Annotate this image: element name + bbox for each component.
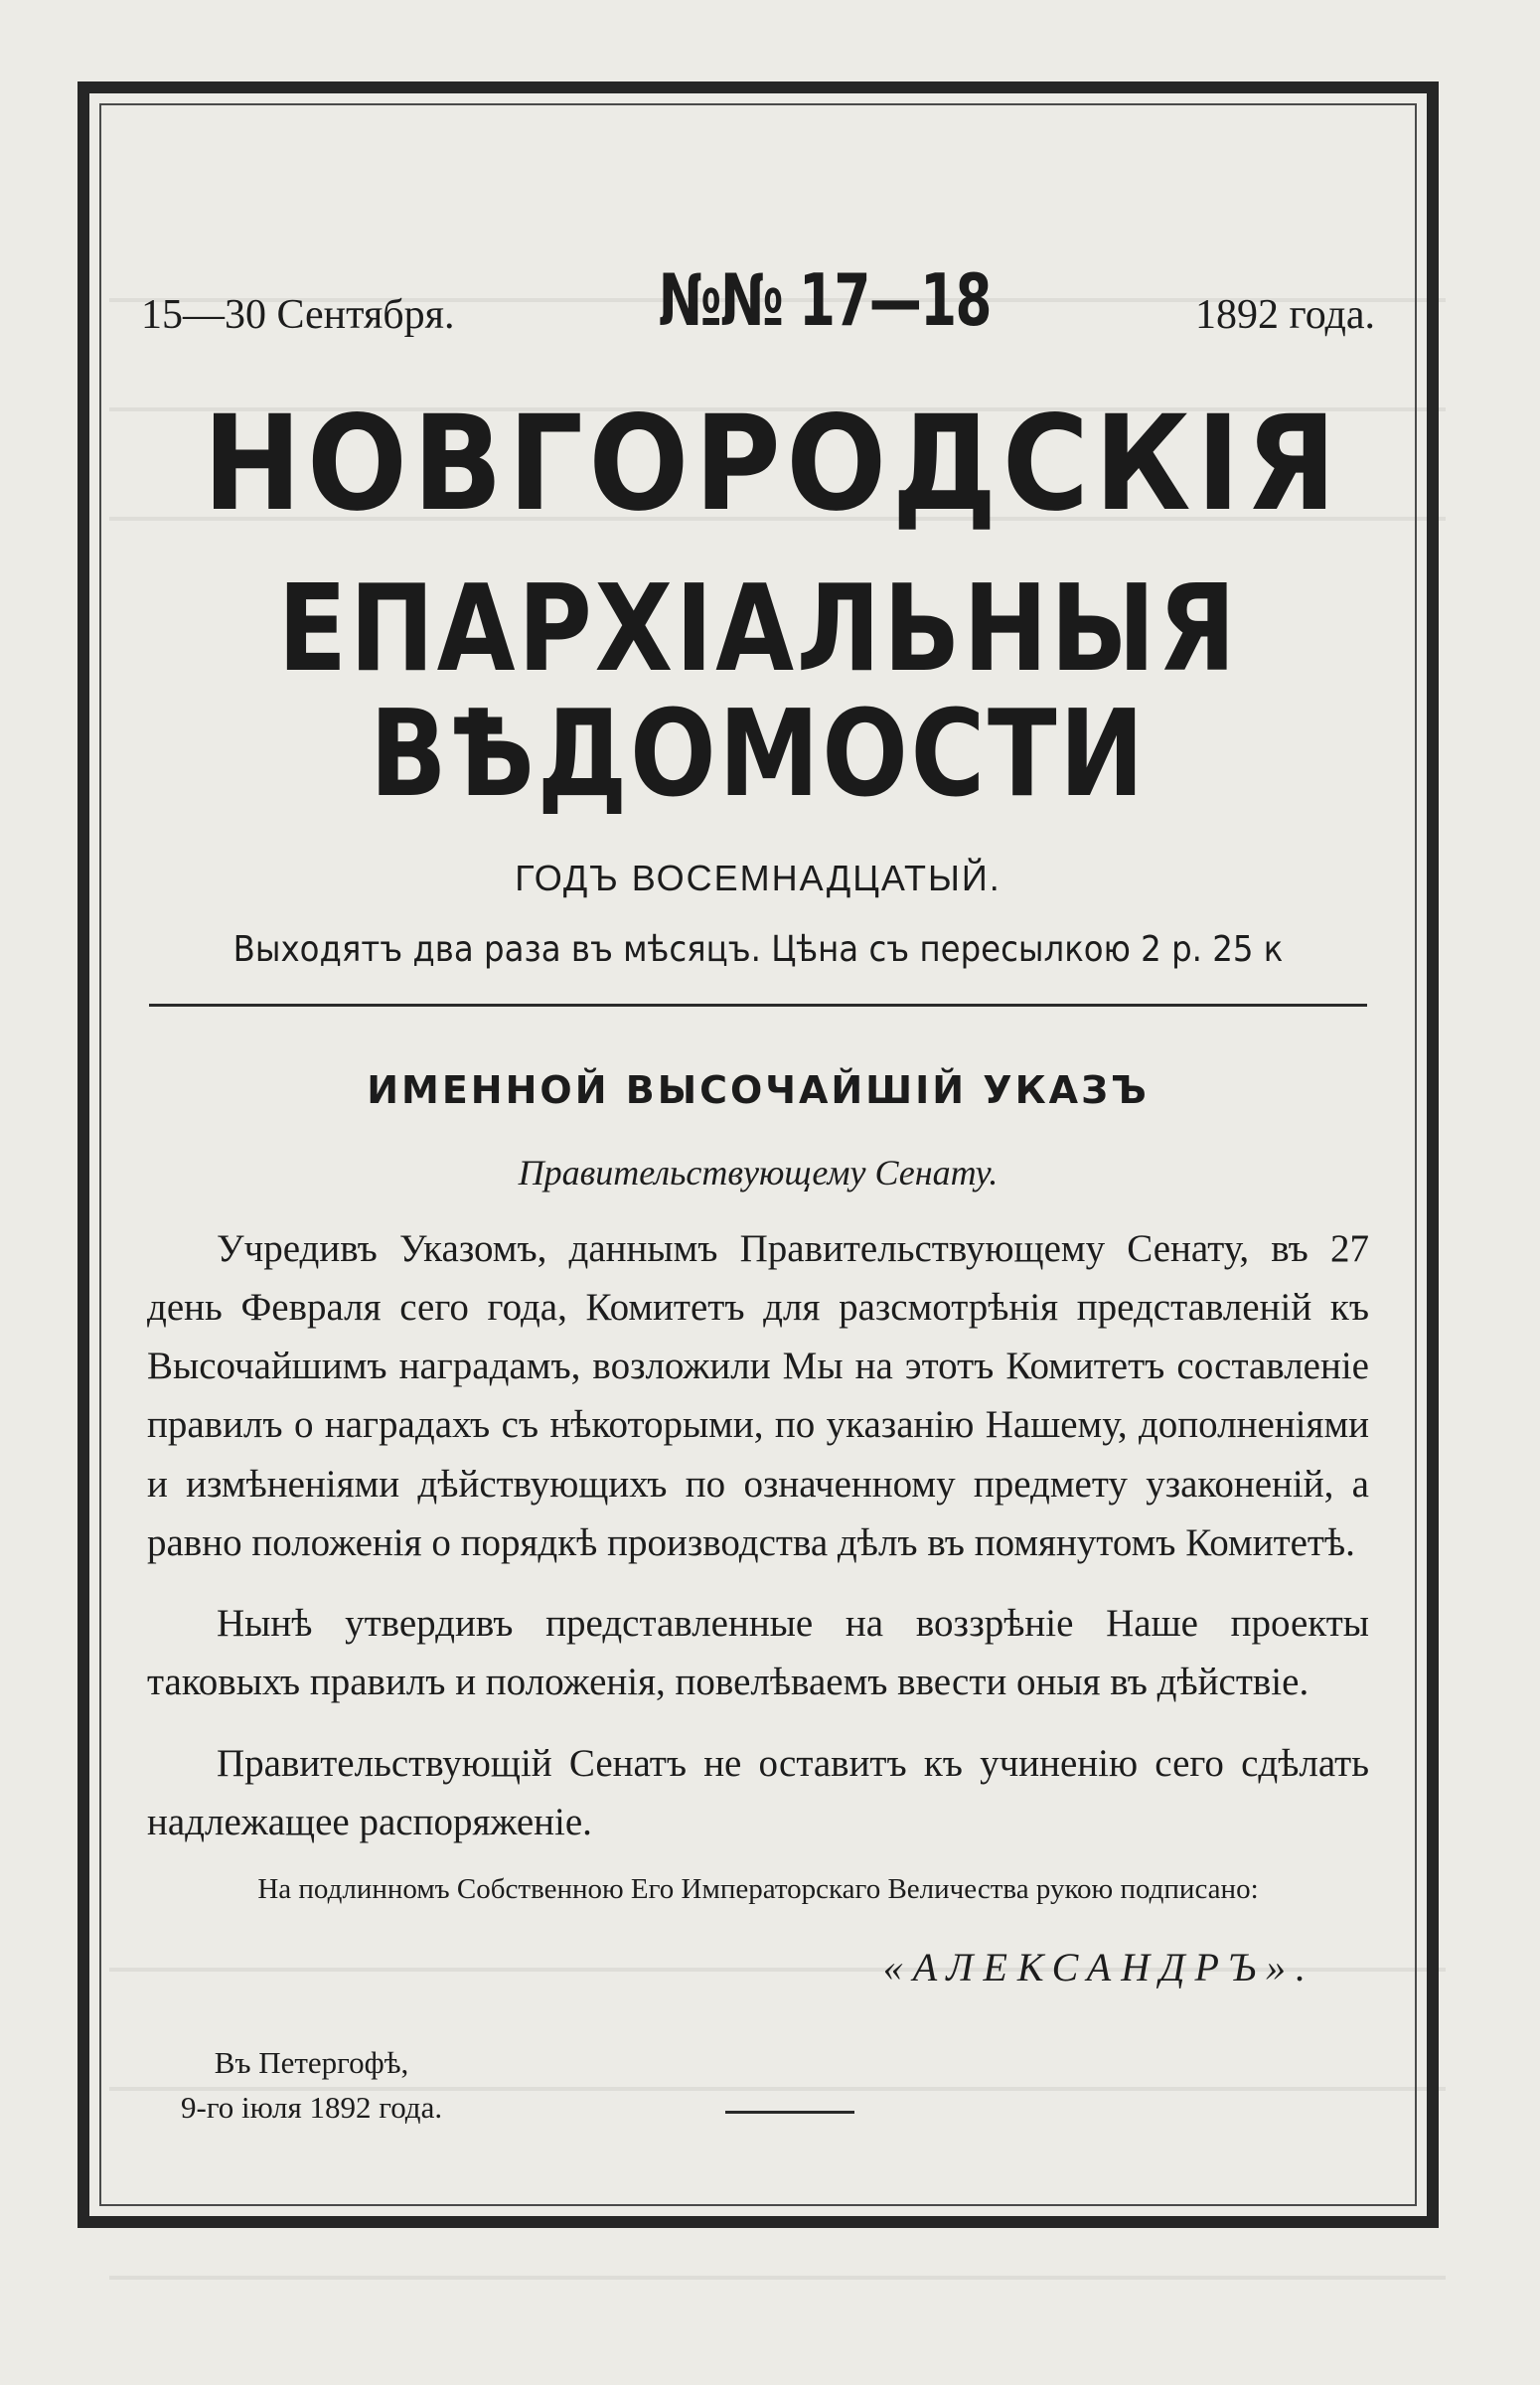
publication-year: ГОДЪ ВОСЕМНАДЦАТЫЙ. bbox=[515, 857, 1001, 898]
place-line: Въ Петергофѣ, bbox=[214, 2045, 409, 2080]
dateline bbox=[141, 258, 1375, 342]
decree-paragraph: Нынѣ утвердивъ представленные на воззрѣніе Наше проекты таковыхъ правилъ и положенія, повелѣваемъ ввести оныя въ дѣйствіе. bbox=[147, 1602, 1369, 1704]
decree-paragraph: Правительствующій Сенатъ не оставитъ къ учиненію сего сдѣлать надлежащее распоряженіе. bbox=[147, 1741, 1369, 1843]
decree-addressee: Правительствующему Сенату. bbox=[518, 1152, 999, 1192]
page-content bbox=[141, 173, 1375, 1990]
decree-paragraph: Учредивъ Указомъ, даннымъ Правительствующему Сенату, въ 27 день Февраля сего года, Комитетъ для разсмотрѣнія представленій къ Высочайшимъ наградамъ, возложили Мы на этотъ Комитетъ составленіе правилъ о наградахъ съ нѣкоторыми, по указанію Нашему, дополненіями и измѣненіями дѣйствующихъ по означенному предмету узаконеній, а равно положенія о порядкѣ производства дѣлъ въ помянутомъ Комитетѣ. bbox=[147, 1226, 1369, 1564]
masthead-title-line1: НОВГОРОДСКІЯ bbox=[203, 388, 1342, 541]
closing-rule bbox=[725, 2111, 854, 2114]
signed-note: На подлинномъ Собственною Его Императорскаго Величества рукою подписано: bbox=[257, 1873, 1259, 1906]
decree-body bbox=[141, 1219, 1375, 1852]
signature: «АЛЕКСАНДРЪ». bbox=[882, 1945, 1315, 1990]
decree-title: ИМЕННОЙ ВЫСОЧАЙШІЙ УКАЗЪ bbox=[367, 1067, 1150, 1112]
horizontal-rule bbox=[149, 1004, 1367, 1007]
issue-number: №№ 17—18 bbox=[659, 258, 992, 342]
year-label: 1892 года. bbox=[1195, 292, 1375, 338]
masthead-title-line2: ЕПАРХІАЛЬНЫЯ ВѢДОМОСТИ bbox=[277, 559, 1239, 824]
place-and-date bbox=[181, 2041, 442, 2131]
date-line: 9-го іюля 1892 года. bbox=[181, 2089, 443, 2125]
subscription-info: Выходятъ два раза въ мѣсяцъ. Цѣна съ пересылкою 2 р. 25 к bbox=[232, 928, 1284, 970]
bleed-through-line bbox=[109, 2276, 1446, 2280]
date-range: 15—30 Сентября. bbox=[141, 292, 455, 338]
page-border-frame bbox=[77, 81, 1439, 2228]
